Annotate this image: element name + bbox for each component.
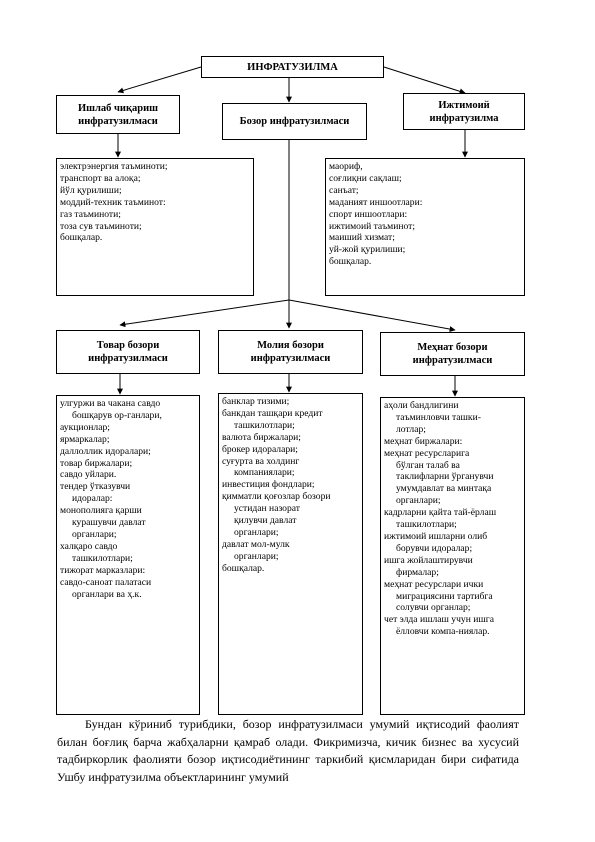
list-item: фирмалар; [396, 566, 439, 578]
list-item: даллоллик идоралари; [60, 445, 151, 457]
goods-items-list [56, 395, 200, 715]
list-item: тоза сув таъминоти; [60, 220, 142, 232]
list-item: органлари; [72, 528, 117, 540]
list-item: лотлар; [396, 423, 426, 435]
list-item: ишга жойлаштирувчи [384, 554, 473, 566]
root-title: ИНФРАТУЗИЛМА [247, 61, 338, 73]
list-item: органлари; [234, 526, 279, 538]
list-item: товар биржалари; [60, 457, 133, 469]
list-item: тендер ўтказувчи [60, 481, 131, 493]
list-item: аукционлар; [60, 421, 110, 433]
list-item: санъат; [329, 184, 359, 196]
labor-items-list [380, 397, 525, 715]
list-item: қилувчи давлат [234, 515, 297, 527]
list-item: спорт иншоотлари: [329, 208, 408, 220]
finance-market-label: Молия бозори инфратузилмаси [250, 340, 331, 364]
production-infrastructure-box [56, 95, 180, 134]
market-infrastructure-label: Бозор инфратузилмаси [239, 116, 350, 127]
list-item: меҳнат ресурсларига [384, 447, 470, 459]
social-items-list [325, 158, 525, 296]
list-item: моддий-техник таъминот: [60, 196, 166, 208]
list-item: чет элда ишлаш учун ишга [384, 614, 494, 626]
list-item: тижорат марказлари: [60, 564, 146, 576]
list-item: уй-жой қурилиши; [329, 244, 406, 256]
list-item: таклифларни ўрганувчи [396, 471, 494, 483]
list-item: соғлиқни сақлаш; [329, 172, 402, 184]
list-item: газ таъминоти; [60, 208, 121, 220]
list-item: меҳнат ресурслари ички [384, 578, 484, 590]
list-item: йўл қурилиши; [60, 184, 122, 196]
goods-market-label: Товар бозори инфратузилмаси [88, 340, 168, 364]
labor-market-box [380, 332, 525, 376]
list-item: органлари ва ҳ.к. [72, 588, 142, 600]
list-item: ярмаркалар; [60, 433, 110, 445]
list-item: бошқалар. [222, 562, 265, 574]
social-infrastructure-label: Ижтимоий инфратузилма [429, 99, 499, 124]
list-item: брокер идоралари; [222, 443, 298, 455]
list-item: солувчи органлар; [396, 602, 471, 614]
list-item: валюта биржалари; [222, 431, 301, 443]
root-title-box [201, 56, 384, 78]
list-item: органлари; [234, 550, 279, 562]
list-item: ёлловчи компа-ниялар. [396, 626, 490, 638]
list-item: давлат мол-мулк [222, 538, 290, 550]
list-item: борувчи идоралар; [396, 542, 473, 554]
market-infrastructure-box [222, 103, 367, 140]
list-item: суғурта ва холдинг [222, 455, 300, 467]
list-item: ижтимоий ишларни олиб [384, 530, 488, 542]
list-item: умумдавлат ва минтақа [396, 483, 492, 495]
list-item: монополияга қарши [60, 505, 142, 517]
goods-market-box [56, 330, 200, 374]
production-items-list [56, 158, 254, 296]
body-paragraph: Бундан кўриниб турибдики, бозор инфратузилмаси умумий иқтисодий фаолият билан боғлиқ барча жабҳаларни қамраб олади. Фикримизча, кичик бизнес ва хусусий тадбиркорлик фаолияти бозор иқтисодиётининг таркибий қисмларидан бири сифатида Ушбу инфратузилма объектларининг умумий [57, 717, 519, 784]
list-item: савдо-саноат палатаси [60, 576, 152, 588]
list-item: бошқарув ор-ганлари, [72, 409, 162, 421]
list-item: курашувчи давлат [72, 517, 146, 529]
production-infrastructure-label: Ишлаб чиқариш инфратузилмаси [77, 102, 159, 127]
list-item: ташкилотлари; [396, 519, 457, 531]
list-item: маиший хизмат; [329, 232, 395, 244]
list-item: банкдан ташқари кредит [222, 407, 323, 419]
list-item: таъминловчи ташки- [396, 411, 481, 423]
list-item: инвестиция фондлари; [222, 479, 315, 491]
list-item: маданият иншоотлари: [329, 196, 423, 208]
finance-market-box [218, 330, 363, 374]
list-item: меҳнат биржалари: [384, 435, 463, 447]
list-item: бошқалар. [329, 256, 372, 268]
list-item: бошқалар. [60, 232, 103, 244]
labor-market-label: Меҳнат бозори инфратузилмаси [412, 342, 493, 366]
list-item: электрэнергия таъминоти; [60, 161, 168, 172]
list-item: бўлган талаб ва [396, 459, 460, 471]
list-item: халқаро савдо [60, 540, 118, 552]
list-item: аҳоли бандлигини [384, 400, 459, 411]
list-item: ташкилотлари; [72, 552, 133, 564]
list-item: органлари; [396, 495, 441, 507]
list-item: банклар тизими; [222, 396, 290, 407]
list-item: устидан назорат [234, 503, 300, 515]
list-item: улгуржи ва чакана савдо [60, 398, 161, 409]
list-item: ижтимоий таъминот; [329, 220, 416, 232]
list-item: ташкилотлари; [234, 419, 295, 431]
finance-items-list [218, 393, 363, 715]
social-infrastructure-box [403, 93, 525, 130]
list-item: маориф, [329, 161, 363, 172]
list-item: кадрларни қайта тай-ёрлаш [384, 507, 497, 519]
list-item: транспорт ва алоқа; [60, 172, 141, 184]
list-item: идоралар: [72, 493, 113, 505]
list-item: компаниялари; [234, 467, 295, 479]
list-item: савдо уйлари. [60, 469, 117, 481]
list-item: миграциясини тартибга [396, 590, 493, 602]
list-item: қимматли қоғозлар бозори [222, 491, 331, 503]
